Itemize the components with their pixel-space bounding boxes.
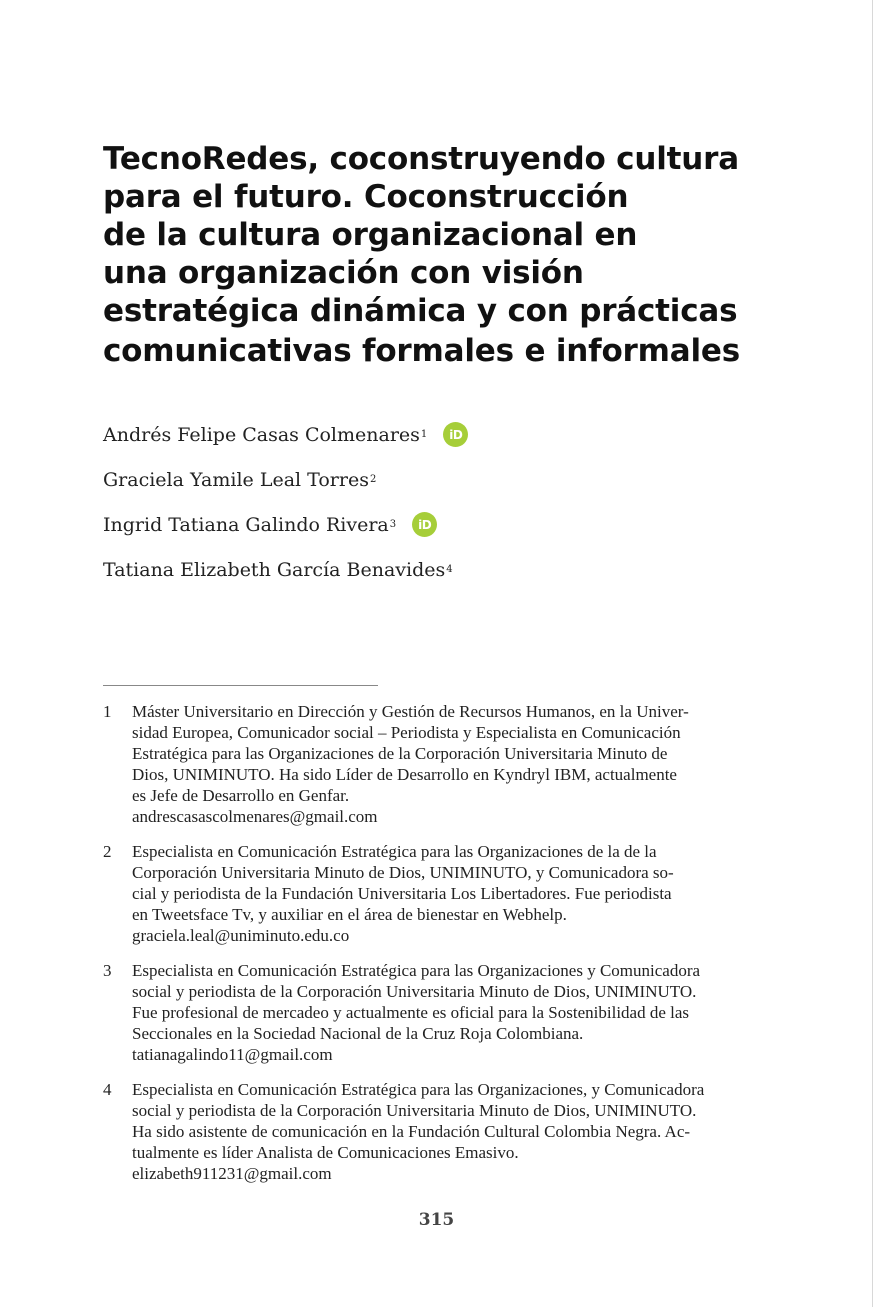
title-line: comunicativas formales e informales [103,333,740,369]
footnote-line: Seccionales en la Sociedad Nacional de la Cruz Roja Colombiana. [132,1024,584,1043]
title-line: estratégica dinámica y con prácticas [103,293,738,329]
footnote-text [132,841,763,946]
footnote-line: Dios, UNIMINUTO. Ha sido Líder de Desarrollo en Kyndryl IBM, actualmente [132,765,677,784]
footnote-text [132,1079,763,1184]
author-item [103,412,703,457]
author-footnote-ref: 4 [446,564,453,575]
footnote-line: Fue profesional de mercadeo y actualmente es oficial para la Sostenibilidad de las [132,1003,690,1022]
footnote-separator [103,685,378,686]
author-name: Graciela Yamile Leal Torres [103,468,369,491]
orcid-icon[interactable]: iD [412,512,437,537]
author-footnote-ref: 2 [369,474,377,485]
footnote-item [103,1079,763,1184]
title-line: una organización con visión [103,255,584,291]
footnote-item [103,960,763,1065]
page-number: 315 [418,1210,455,1230]
author-footnote-ref: 1 [420,429,428,440]
footnote-line: tualmente es líder Analista de Comunicaciones Emasivo. [132,1143,519,1162]
author-name: Andrés Felipe Casas Colmenares [103,423,420,446]
footnote-line: sidad Europea, Comunicador social – Periodista y Especialista en Comunicación [132,723,681,742]
title-line: para el futuro. Coconstrucción [103,179,629,215]
footnote-email-link[interactable]: graciela.leal@uniminuto.edu.co [132,926,350,945]
footnote-email-link[interactable]: tatianagalindo11@gmail.com [132,1045,333,1064]
footnote-line: social y periodista de la Corporación Universitaria Minuto de Dios, UNIMINUTO. [132,982,697,1001]
footnote-email-link[interactable]: andrescasascolmenares@gmail.com [132,807,378,826]
footnote-line: Máster Universitario en Dirección y Gestión de Recursos Humanos, en la Univer- [132,702,689,721]
footnote-line: Especialista en Comunicación Estratégica para las Organizaciones de la de la [132,842,657,861]
chapter-title [103,140,803,370]
author-item [103,547,703,592]
footnote-line: es Jefe de Desarrollo en Genfar. [132,786,350,805]
author-name: Tatiana Elizabeth García Benavides [103,558,446,581]
footnote-number: 1 [103,702,112,721]
author-item [103,502,703,547]
footnote-number: 2 [103,842,112,861]
title-line: de la cultura organizacional en [103,217,638,253]
footnote-line: social y periodista de la Corporación Universitaria Minuto de Dios, UNIMINUTO. [132,1101,697,1120]
footnote-line: Especialista en Comunicación Estratégica para las Organizaciones, y Comunicadora [132,1080,705,1099]
footnote-text [132,701,763,827]
footnote-item [103,701,763,827]
footnote-line: en Tweetsface Tv, y auxiliar en el área de bienestar en Webhelp. [132,905,567,924]
title-line: TecnoRedes, coconstruyendo cultura [103,141,739,177]
orcid-icon[interactable]: iD [443,422,468,447]
footnote-line: cial y periodista de la Fundación Universitaria Los Libertadores. Fue periodista [132,884,672,903]
author-footnote-ref: 3 [389,519,397,530]
footnote-text [132,960,763,1065]
author-name: Ingrid Tatiana Galindo Rivera [103,513,389,536]
footnote-line: Ha sido asistente de comunicación en la Fundación Cultural Colombia Negra. Ac- [132,1122,691,1141]
footnotes [103,701,763,1198]
footnote-line: Corporación Universitaria Minuto de Dios, UNIMINUTO, y Comunicadora so- [132,863,674,882]
footnote-email-link[interactable]: elizabeth911231@gmail.com [132,1164,332,1183]
footnote-item [103,841,763,946]
author-list [103,412,703,592]
footnote-line: Especialista en Comunicación Estratégica para las Organizaciones y Comunicadora [132,961,701,980]
footnote-line: Estratégica para las Organizaciones de la Corporación Universitaria Minuto de [132,744,668,763]
footnote-number: 3 [103,961,112,980]
footnote-number: 4 [103,1080,112,1099]
author-item [103,457,703,502]
